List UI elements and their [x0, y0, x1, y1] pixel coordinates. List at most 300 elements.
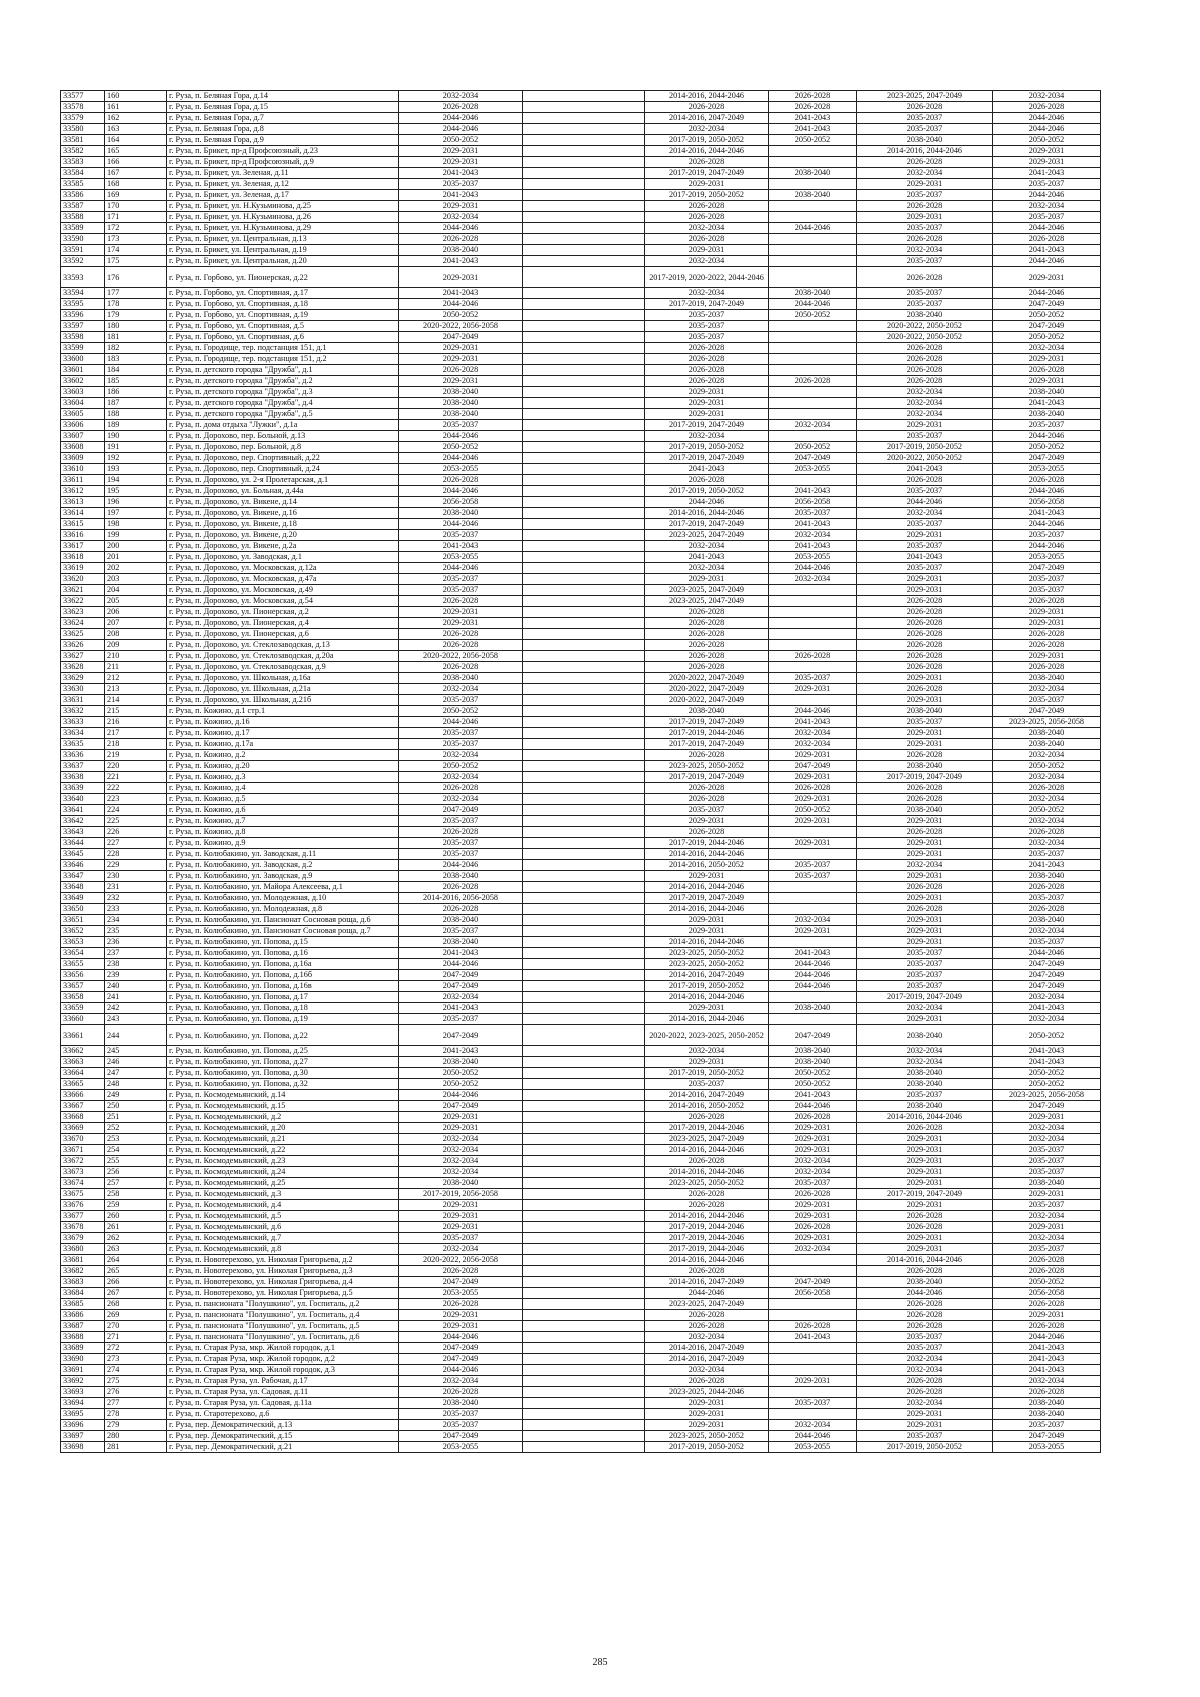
- table-cell: [769, 904, 857, 915]
- table-cell: 33610: [61, 464, 105, 475]
- table-cell: 33613: [61, 497, 105, 508]
- table-cell: 2029-2031: [993, 157, 1101, 168]
- table-cell: 33687: [61, 1321, 105, 1332]
- table-cell: 33651: [61, 915, 105, 926]
- table-row: [61, 398, 1101, 409]
- table-cell: 2044-2046: [993, 288, 1101, 299]
- table-cell: 269: [105, 1310, 167, 1321]
- table-cell: 171: [105, 212, 167, 223]
- table-cell: г. Руза, п. Беляная Гора, д.8: [167, 124, 399, 135]
- table-cell: 2032-2034: [993, 1014, 1101, 1025]
- table-cell: 2026-2028: [857, 1266, 993, 1277]
- table-cell: 2041-2043: [645, 464, 769, 475]
- table-cell: 2035-2037: [399, 179, 523, 190]
- table-cell: 190: [105, 431, 167, 442]
- table-cell: 2041-2043: [993, 508, 1101, 519]
- table-cell: 209: [105, 640, 167, 651]
- table-cell: 2035-2037: [857, 288, 993, 299]
- table-cell: [523, 332, 645, 343]
- table-cell: г. Руза, п. дома отдыха "Лужки", д.1а: [167, 420, 399, 431]
- table-cell: 33597: [61, 321, 105, 332]
- table-cell: 2020-2022, 2023-2025, 2050-2052: [645, 1025, 769, 1046]
- table-cell: г. Руза, п. Горбово, ул. Спортивная, д.17: [167, 288, 399, 299]
- table-cell: 2050-2052: [993, 332, 1101, 343]
- table-cell: 33577: [61, 91, 105, 102]
- table-row: [61, 552, 1101, 563]
- table-cell: 2035-2037: [993, 1167, 1101, 1178]
- table-cell: г. Руза, п. Кожино, д.3: [167, 772, 399, 783]
- table-row: [61, 1233, 1101, 1244]
- table-cell: 2029-2031: [857, 1014, 993, 1025]
- table-cell: 235: [105, 926, 167, 937]
- table-cell: 2020-2022, 2050-2052: [857, 453, 993, 464]
- table-cell: 2029-2031: [993, 267, 1101, 288]
- table-cell: 2032-2034: [857, 860, 993, 871]
- table-cell: 174: [105, 245, 167, 256]
- table-cell: 2026-2028: [857, 1376, 993, 1387]
- table-cell: 2047-2049: [993, 1431, 1101, 1442]
- table-cell: 2053-2055: [993, 1442, 1101, 1453]
- table-cell: 2044-2046: [769, 970, 857, 981]
- table-cell: 2029-2031: [769, 1134, 857, 1145]
- table-cell: 2035-2037: [993, 1200, 1101, 1211]
- table-cell: 2047-2049: [769, 1277, 857, 1288]
- table-cell: г. Руза, п. Дорохово, ул. Школьная, д.21б: [167, 695, 399, 706]
- table-cell: г. Руза, п. Космодемьянский, д.4: [167, 1200, 399, 1211]
- table-row: [61, 794, 1101, 805]
- table-cell: 2044-2046: [399, 717, 523, 728]
- table-cell: 167: [105, 168, 167, 179]
- table-cell: 33645: [61, 849, 105, 860]
- table-cell: [769, 1409, 857, 1420]
- table-cell: 2032-2034: [645, 563, 769, 574]
- table-cell: 33692: [61, 1376, 105, 1387]
- table-cell: 273: [105, 1354, 167, 1365]
- table-cell: 2026-2028: [857, 629, 993, 640]
- table-cell: [523, 596, 645, 607]
- table-cell: 2026-2028: [645, 640, 769, 651]
- table-cell: 2017-2019, 2056-2058: [399, 1189, 523, 1200]
- table-cell: 168: [105, 179, 167, 190]
- table-cell: 2014-2016, 2044-2046: [857, 146, 993, 157]
- table-cell: 2014-2016, 2044-2046: [645, 508, 769, 519]
- table-cell: 276: [105, 1387, 167, 1398]
- table-cell: 2014-2016, 2047-2049: [645, 113, 769, 124]
- table-cell: 2026-2028: [857, 267, 993, 288]
- table-row: [61, 1090, 1101, 1101]
- table-cell: 33675: [61, 1189, 105, 1200]
- table-cell: [523, 728, 645, 739]
- table-cell: г. Руза, п. Дорохово, ул. 2-я Пролетарская, д.1: [167, 475, 399, 486]
- table-cell: 2044-2046: [993, 124, 1101, 135]
- table-cell: 2044-2046: [399, 1090, 523, 1101]
- table-cell: 33643: [61, 827, 105, 838]
- table-cell: 2035-2037: [857, 519, 993, 530]
- table-cell: 2014-2016, 2044-2046: [645, 1255, 769, 1266]
- table-cell: 33581: [61, 135, 105, 146]
- table-cell: 2050-2052: [769, 310, 857, 321]
- table-cell: 2032-2034: [645, 431, 769, 442]
- table-cell: 2041-2043: [769, 1332, 857, 1343]
- table-cell: [523, 1211, 645, 1222]
- table-cell: г. Руза, п. Дорохово, ул. Стеклозаводская, д.13: [167, 640, 399, 651]
- table-cell: 33641: [61, 805, 105, 816]
- table-cell: г. Руза, п. Брикет, ул. Зеленая, д.12: [167, 179, 399, 190]
- table-cell: 254: [105, 1145, 167, 1156]
- table-cell: 2047-2049: [399, 1101, 523, 1112]
- table-cell: 204: [105, 585, 167, 596]
- table-cell: 2029-2031: [399, 146, 523, 157]
- table-cell: 33588: [61, 212, 105, 223]
- table-row: [61, 1145, 1101, 1156]
- table-cell: г. Руза, п. Кожино, д.5: [167, 794, 399, 805]
- table-cell: г. Руза, п. Колюбакино, ул. Попова, д.15: [167, 937, 399, 948]
- table-cell: 244: [105, 1025, 167, 1046]
- table-row: [61, 1409, 1101, 1420]
- table-row: [61, 849, 1101, 860]
- table-cell: [523, 893, 645, 904]
- table-cell: 2041-2043: [399, 288, 523, 299]
- table-cell: [523, 1167, 645, 1178]
- table-cell: 33629: [61, 673, 105, 684]
- table-cell: 262: [105, 1233, 167, 1244]
- table-cell: 2029-2031: [993, 1310, 1101, 1321]
- table-cell: 2020-2022, 2047-2049: [645, 695, 769, 706]
- table-cell: 33656: [61, 970, 105, 981]
- table-cell: 33669: [61, 1123, 105, 1134]
- table-cell: [523, 157, 645, 168]
- table-cell: [769, 662, 857, 673]
- table-cell: 2032-2034: [399, 1134, 523, 1145]
- table-cell: 33580: [61, 124, 105, 135]
- table-cell: г. Руза, п. пансионата "Полушкино", ул. Госпиталь, д.5: [167, 1321, 399, 1332]
- table-cell: 2032-2034: [993, 794, 1101, 805]
- table-cell: [523, 585, 645, 596]
- table-cell: 2035-2037: [645, 310, 769, 321]
- table-cell: 2038-2040: [857, 135, 993, 146]
- table-row: [61, 992, 1101, 1003]
- table-cell: г. Руза, п. пансионата "Полушкино", ул. Госпиталь, д.4: [167, 1310, 399, 1321]
- table-cell: 33640: [61, 794, 105, 805]
- table-cell: 2044-2046: [399, 124, 523, 135]
- table-cell: 33589: [61, 223, 105, 234]
- schedule-table-container: [60, 90, 1100, 1453]
- table-cell: [769, 618, 857, 629]
- table-row: [61, 168, 1101, 179]
- table-cell: г. Руза, п. пансионата "Полушкино", ул. Госпиталь, д.6: [167, 1332, 399, 1343]
- table-cell: [523, 563, 645, 574]
- table-cell: [523, 1123, 645, 1134]
- table-cell: 2041-2043: [399, 948, 523, 959]
- table-cell: 2041-2043: [769, 948, 857, 959]
- table-cell: 2029-2031: [769, 750, 857, 761]
- table-cell: 2014-2016, 2044-2046: [857, 1112, 993, 1123]
- page-number: 285: [592, 1657, 608, 1668]
- table-cell: 2050-2052: [993, 1025, 1101, 1046]
- table-cell: г. Руза, п. Старая Руза, ул. Садовая, д.11а: [167, 1398, 399, 1409]
- table-cell: 2029-2031: [769, 794, 857, 805]
- table-cell: 2035-2037: [857, 541, 993, 552]
- table-cell: 2038-2040: [399, 508, 523, 519]
- table-cell: 2035-2037: [399, 1420, 523, 1431]
- table-cell: 2026-2028: [993, 596, 1101, 607]
- table-cell: [769, 1387, 857, 1398]
- table-cell: 2026-2028: [993, 1321, 1101, 1332]
- table-cell: 33686: [61, 1310, 105, 1321]
- table-cell: 2041-2043: [993, 1365, 1101, 1376]
- table-cell: 2026-2028: [399, 1266, 523, 1277]
- table-cell: г. Руза, п. Дорохово, ул. Пионерская, д.2: [167, 607, 399, 618]
- table-cell: 2032-2034: [857, 387, 993, 398]
- table-cell: 2026-2028: [993, 904, 1101, 915]
- table-cell: 2014-2016, 2044-2046: [645, 91, 769, 102]
- table-cell: [523, 212, 645, 223]
- table-cell: 2035-2037: [399, 728, 523, 739]
- table-cell: 256: [105, 1167, 167, 1178]
- table-cell: 2029-2031: [645, 398, 769, 409]
- table-cell: [769, 1310, 857, 1321]
- table-cell: 2026-2028: [645, 827, 769, 838]
- table-cell: 218: [105, 739, 167, 750]
- table-cell: 33698: [61, 1442, 105, 1453]
- table-cell: 2020-2022, 2050-2052: [857, 321, 993, 332]
- table-cell: 33679: [61, 1233, 105, 1244]
- table-cell: 2029-2031: [399, 1222, 523, 1233]
- table-cell: г. Руза, п. Колюбакино, ул. Попова, д.18: [167, 1003, 399, 1014]
- table-cell: 2026-2028: [993, 783, 1101, 794]
- table-cell: 2026-2028: [857, 750, 993, 761]
- table-cell: 2026-2028: [399, 629, 523, 640]
- table-cell: г. Руза, п. Старая Руза, ул. Рабочая, д.17: [167, 1376, 399, 1387]
- table-cell: 2029-2031: [645, 179, 769, 190]
- table-cell: 2035-2037: [993, 1156, 1101, 1167]
- table-row: [61, 91, 1101, 102]
- table-cell: 33619: [61, 563, 105, 574]
- table-cell: 2035-2037: [857, 1343, 993, 1354]
- table-cell: 33672: [61, 1156, 105, 1167]
- table-cell: [523, 772, 645, 783]
- table-cell: 2035-2037: [399, 574, 523, 585]
- table-cell: 2044-2046: [399, 223, 523, 234]
- table-cell: г. Руза, п. Дорохово, ул. Пионерская, д.4: [167, 618, 399, 629]
- table-cell: 2032-2034: [399, 1156, 523, 1167]
- table-cell: 274: [105, 1365, 167, 1376]
- table-cell: 2047-2049: [399, 970, 523, 981]
- table-cell: 2032-2034: [857, 1003, 993, 1014]
- table-cell: [769, 343, 857, 354]
- table-row: [61, 541, 1101, 552]
- table-cell: [523, 354, 645, 365]
- table-cell: 2053-2055: [399, 1442, 523, 1453]
- table-cell: 2017-2019, 2050-2052: [645, 1068, 769, 1079]
- table-cell: 2038-2040: [993, 1409, 1101, 1420]
- table-cell: 2050-2052: [993, 761, 1101, 772]
- table-cell: 184: [105, 365, 167, 376]
- table-row: [61, 640, 1101, 651]
- table-cell: [523, 234, 645, 245]
- table-cell: 2047-2049: [769, 1025, 857, 1046]
- table-cell: 2032-2034: [993, 1211, 1101, 1222]
- table-row: [61, 1211, 1101, 1222]
- table-cell: 2026-2028: [993, 629, 1101, 640]
- table-row: [61, 1200, 1101, 1211]
- table-cell: 2035-2037: [399, 420, 523, 431]
- table-cell: 2053-2055: [399, 1288, 523, 1299]
- table-cell: 178: [105, 299, 167, 310]
- table-cell: 2026-2028: [645, 234, 769, 245]
- table-cell: г. Руза, п. Старая Руза, мкр. Жилой городок, д.3: [167, 1365, 399, 1376]
- table-cell: 2029-2031: [857, 212, 993, 223]
- table-cell: 2044-2046: [399, 453, 523, 464]
- table-cell: г. Руза, п. Дорохово, ул. Больная, д.44а: [167, 486, 399, 497]
- table-cell: 2026-2028: [645, 629, 769, 640]
- table-cell: 2050-2052: [399, 442, 523, 453]
- table-cell: г. Руза, п. Колюбакино, ул. Заводская, д.2: [167, 860, 399, 871]
- table-cell: 2044-2046: [769, 981, 857, 992]
- schedule-table: [60, 90, 1101, 1453]
- table-cell: 250: [105, 1101, 167, 1112]
- table-cell: г. Руза, п. Дорохово, ул. Викене, д.20: [167, 530, 399, 541]
- table-row: [61, 1299, 1101, 1310]
- table-cell: 208: [105, 629, 167, 640]
- table-cell: 2026-2028: [399, 783, 523, 794]
- table-cell: 2050-2052: [993, 1068, 1101, 1079]
- table-cell: 2056-2058: [769, 497, 857, 508]
- table-cell: 33644: [61, 838, 105, 849]
- table-cell: 33662: [61, 1046, 105, 1057]
- table-cell: 2032-2034: [769, 739, 857, 750]
- table-cell: 2038-2040: [857, 1025, 993, 1046]
- table-cell: 2050-2052: [399, 310, 523, 321]
- table-cell: [523, 431, 645, 442]
- table-cell: 2029-2031: [993, 376, 1101, 387]
- table-row: [61, 1398, 1101, 1409]
- table-cell: 2020-2022, 2056-2058: [399, 651, 523, 662]
- table-cell: 2032-2034: [993, 816, 1101, 827]
- table-row: [61, 706, 1101, 717]
- table-cell: 33611: [61, 475, 105, 486]
- table-cell: 2020-2022, 2056-2058: [399, 321, 523, 332]
- table-cell: 33667: [61, 1101, 105, 1112]
- table-cell: г. Руза, п. Дорохово, пер. Больной, д.13: [167, 431, 399, 442]
- table-cell: 2026-2028: [857, 827, 993, 838]
- table-cell: 2029-2031: [857, 915, 993, 926]
- table-cell: 2032-2034: [993, 750, 1101, 761]
- table-cell: г. Руза, п. детского городка "Дружба", д.1: [167, 365, 399, 376]
- table-cell: 2026-2028: [857, 1123, 993, 1134]
- table-cell: 2029-2031: [399, 618, 523, 629]
- table-cell: 2029-2031: [857, 926, 993, 937]
- table-cell: 2017-2019, 2047-2049: [645, 453, 769, 464]
- table-row: [61, 464, 1101, 475]
- table-cell: [769, 157, 857, 168]
- table-cell: 216: [105, 717, 167, 728]
- table-cell: 169: [105, 190, 167, 201]
- table-cell: 2047-2049: [993, 1101, 1101, 1112]
- table-cell: 2035-2037: [993, 893, 1101, 904]
- table-cell: 2026-2028: [857, 618, 993, 629]
- table-cell: [523, 288, 645, 299]
- table-cell: 33584: [61, 168, 105, 179]
- table-cell: 2038-2040: [857, 805, 993, 816]
- table-cell: г. Руза, п. Брикет, ул. Н.Кузьминова, д.25: [167, 201, 399, 212]
- table-cell: 2026-2028: [399, 234, 523, 245]
- table-row: [61, 1222, 1101, 1233]
- table-cell: 2044-2046: [769, 223, 857, 234]
- table-cell: 206: [105, 607, 167, 618]
- table-cell: 183: [105, 354, 167, 365]
- table-cell: [523, 948, 645, 959]
- table-cell: 170: [105, 201, 167, 212]
- table-row: [61, 772, 1101, 783]
- table-cell: 33653: [61, 937, 105, 948]
- table-cell: 33636: [61, 750, 105, 761]
- table-cell: 2026-2028: [857, 882, 993, 893]
- table-cell: 2041-2043: [399, 190, 523, 201]
- table-row: [61, 651, 1101, 662]
- table-cell: 33688: [61, 1332, 105, 1343]
- table-cell: 2026-2028: [645, 783, 769, 794]
- table-cell: г. Руза, п. Кожино, д.17а: [167, 739, 399, 750]
- table-cell: 176: [105, 267, 167, 288]
- table-cell: 2029-2031: [645, 1057, 769, 1068]
- table-cell: 33659: [61, 1003, 105, 1014]
- table-cell: г. Руза, п. Космодемьянский, д.6: [167, 1222, 399, 1233]
- table-cell: 2026-2028: [645, 651, 769, 662]
- table-cell: 33592: [61, 256, 105, 267]
- table-cell: 33690: [61, 1354, 105, 1365]
- table-cell: 2026-2028: [993, 102, 1101, 113]
- table-cell: 2029-2031: [645, 245, 769, 256]
- table-cell: 177: [105, 288, 167, 299]
- table-cell: 2053-2055: [993, 552, 1101, 563]
- table-cell: 194: [105, 475, 167, 486]
- table-cell: [523, 717, 645, 728]
- table-cell: г. Руза, п. Беляная Гора, д.15: [167, 102, 399, 113]
- table-cell: 2029-2031: [857, 893, 993, 904]
- table-cell: 2035-2037: [993, 212, 1101, 223]
- table-cell: 2044-2046: [993, 519, 1101, 530]
- table-cell: 2041-2043: [769, 717, 857, 728]
- table-row: [61, 1365, 1101, 1376]
- table-cell: 233: [105, 904, 167, 915]
- table-cell: 2044-2046: [399, 563, 523, 574]
- table-cell: [769, 1255, 857, 1266]
- table-cell: 2026-2028: [857, 343, 993, 354]
- table-cell: 2032-2034: [645, 1365, 769, 1376]
- table-cell: [523, 926, 645, 937]
- table-row: [61, 245, 1101, 256]
- table-cell: 213: [105, 684, 167, 695]
- table-cell: 33626: [61, 640, 105, 651]
- table-cell: 2044-2046: [769, 299, 857, 310]
- table-cell: 2029-2031: [399, 267, 523, 288]
- table-cell: 2041-2043: [399, 1003, 523, 1014]
- table-cell: [523, 860, 645, 871]
- table-cell: 2014-2016, 2047-2049: [645, 1343, 769, 1354]
- table-cell: 33661: [61, 1025, 105, 1046]
- table-cell: [769, 882, 857, 893]
- table-cell: г. Руза, п. Колюбакино, ул. Попова, д.16: [167, 948, 399, 959]
- table-cell: 33606: [61, 420, 105, 431]
- table-cell: 2029-2031: [769, 1233, 857, 1244]
- table-cell: 2035-2037: [769, 860, 857, 871]
- table-cell: г. Руза, п. Горбово, ул. Спортивная, д.18: [167, 299, 399, 310]
- table-cell: [523, 1079, 645, 1090]
- table-cell: 2032-2034: [857, 1398, 993, 1409]
- table-cell: 2032-2034: [857, 1365, 993, 1376]
- table-cell: 2035-2037: [857, 1090, 993, 1101]
